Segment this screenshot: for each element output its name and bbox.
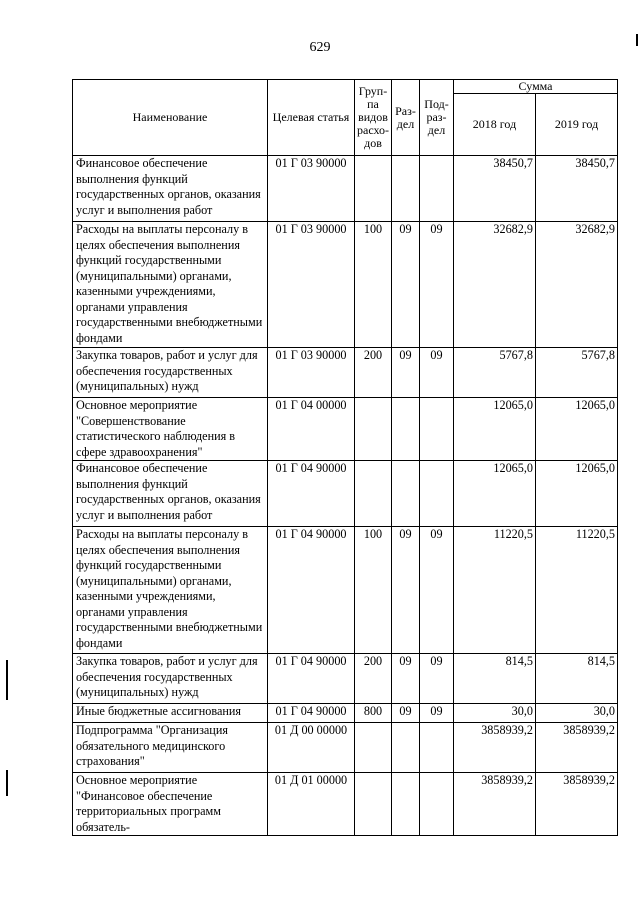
cell-group (355, 156, 392, 222)
cell-2019: 30,0 (536, 704, 618, 723)
cell-2019: 5767,8 (536, 348, 618, 398)
cell-group (355, 461, 392, 527)
cell-group: 100 (355, 527, 392, 654)
cell-section (392, 461, 420, 527)
cell-group (355, 398, 392, 461)
header-group: Груп-па видов расхо-дов (355, 80, 392, 156)
table-body (73, 156, 618, 836)
cell-target: 01 Г 04 90000 (268, 704, 355, 723)
cell-name: Расходы на выплаты персоналу в целях обеспечения выполнения функций государственными (муниципальными) органами, казенными учреждениями, органами управления государственными внебюджетными фондами (73, 527, 268, 654)
cell-subsection: 09 (420, 704, 454, 723)
page-number: 629 (309, 40, 331, 55)
cell-2018: 30,0 (454, 704, 536, 723)
budget-table (72, 79, 618, 836)
cell-2018: 12065,0 (454, 461, 536, 527)
cell-name: Закупка товаров, работ и услуг для обеспечения государственных (муниципальных) нужд (73, 654, 268, 704)
cell-2019: 3858939,2 (536, 723, 618, 773)
cell-2018: 5767,8 (454, 348, 536, 398)
header-name: Наименование (73, 80, 268, 156)
cell-target: 01 Г 03 90000 (268, 222, 355, 348)
cell-2018: 12065,0 (454, 398, 536, 461)
cell-2018: 3858939,2 (454, 773, 536, 836)
cell-name: Основное мероприятие "Финансовое обеспечение территориальных программ обязатель- (73, 773, 268, 836)
cell-target: 01 Г 04 90000 (268, 527, 355, 654)
cell-section (392, 398, 420, 461)
cell-2019: 3858939,2 (536, 773, 618, 836)
cell-2018: 38450,7 (454, 156, 536, 222)
cell-target: 01 Г 04 90000 (268, 461, 355, 527)
cell-target: 01 Д 01 00000 (268, 773, 355, 836)
cell-name: Основное мероприятие "Совершенствование статистического наблюдения в сфере здравоохранения" (73, 398, 268, 461)
cell-target: 01 Г 04 90000 (268, 654, 355, 704)
cell-group (355, 723, 392, 773)
cell-2019: 32682,9 (536, 222, 618, 348)
scan-mark (636, 34, 638, 46)
cell-2018: 3858939,2 (454, 723, 536, 773)
cell-name: Закупка товаров, работ и услуг для обеспечения государственных (муниципальных) нужд (73, 348, 268, 398)
cell-subsection: 09 (420, 222, 454, 348)
cell-section: 09 (392, 654, 420, 704)
cell-target: 01 Г 03 90000 (268, 156, 355, 222)
cell-2018: 814,5 (454, 654, 536, 704)
cell-name: Иные бюджетные ассигнования (73, 704, 268, 723)
table-row (73, 398, 618, 461)
scan-mark (6, 770, 8, 796)
table-row (73, 773, 618, 836)
cell-group: 800 (355, 704, 392, 723)
cell-section (392, 723, 420, 773)
cell-subsection: 09 (420, 527, 454, 654)
cell-section: 09 (392, 527, 420, 654)
cell-subsection (420, 156, 454, 222)
cell-section (392, 773, 420, 836)
cell-2019: 12065,0 (536, 461, 618, 527)
cell-2019: 38450,7 (536, 156, 618, 222)
cell-2019: 11220,5 (536, 527, 618, 654)
header-year-2018: 2018 год (454, 94, 536, 156)
table-row (73, 654, 618, 704)
scan-mark (6, 660, 8, 700)
cell-subsection (420, 773, 454, 836)
cell-group: 200 (355, 654, 392, 704)
table-row (73, 527, 618, 654)
table-row (73, 222, 618, 348)
table-row (73, 348, 618, 398)
cell-section (392, 156, 420, 222)
cell-name: Финансовое обеспечение выполнения функций государственных органов, оказания услуг и выполнения работ (73, 461, 268, 527)
header-year-2019: 2019 год (536, 94, 618, 156)
cell-subsection: 09 (420, 654, 454, 704)
cell-group: 200 (355, 348, 392, 398)
table-row (73, 723, 618, 773)
cell-name: Расходы на выплаты персоналу в целях обеспечения выполнения функций государственными (муниципальными) органами, казенными учреждениями, органами управления государственными внебюджетными фондами (73, 222, 268, 348)
cell-target: 01 Д 00 00000 (268, 723, 355, 773)
header-section: Раз-дел (392, 80, 420, 156)
table-row (73, 461, 618, 527)
cell-subsection (420, 398, 454, 461)
cell-2018: 11220,5 (454, 527, 536, 654)
cell-section: 09 (392, 348, 420, 398)
cell-section: 09 (392, 704, 420, 723)
cell-section: 09 (392, 222, 420, 348)
cell-2018: 32682,9 (454, 222, 536, 348)
cell-subsection (420, 461, 454, 527)
header-target: Целевая статья (268, 80, 355, 156)
table-header (73, 80, 618, 156)
cell-name: Подпрограмма "Организация обязательного медицинского страхования" (73, 723, 268, 773)
cell-subsection (420, 723, 454, 773)
header-sum: Сумма (454, 80, 618, 94)
cell-target: 01 Г 03 90000 (268, 348, 355, 398)
cell-group: 100 (355, 222, 392, 348)
cell-2019: 12065,0 (536, 398, 618, 461)
table-row (73, 704, 618, 723)
cell-name: Финансовое обеспечение выполнения функций государственных органов, оказания услуг и выполнения работ (73, 156, 268, 222)
cell-group (355, 773, 392, 836)
cell-2019: 814,5 (536, 654, 618, 704)
cell-subsection: 09 (420, 348, 454, 398)
cell-target: 01 Г 04 00000 (268, 398, 355, 461)
table-row (73, 156, 618, 222)
header-subsection: Под-раз-дел (420, 80, 454, 156)
